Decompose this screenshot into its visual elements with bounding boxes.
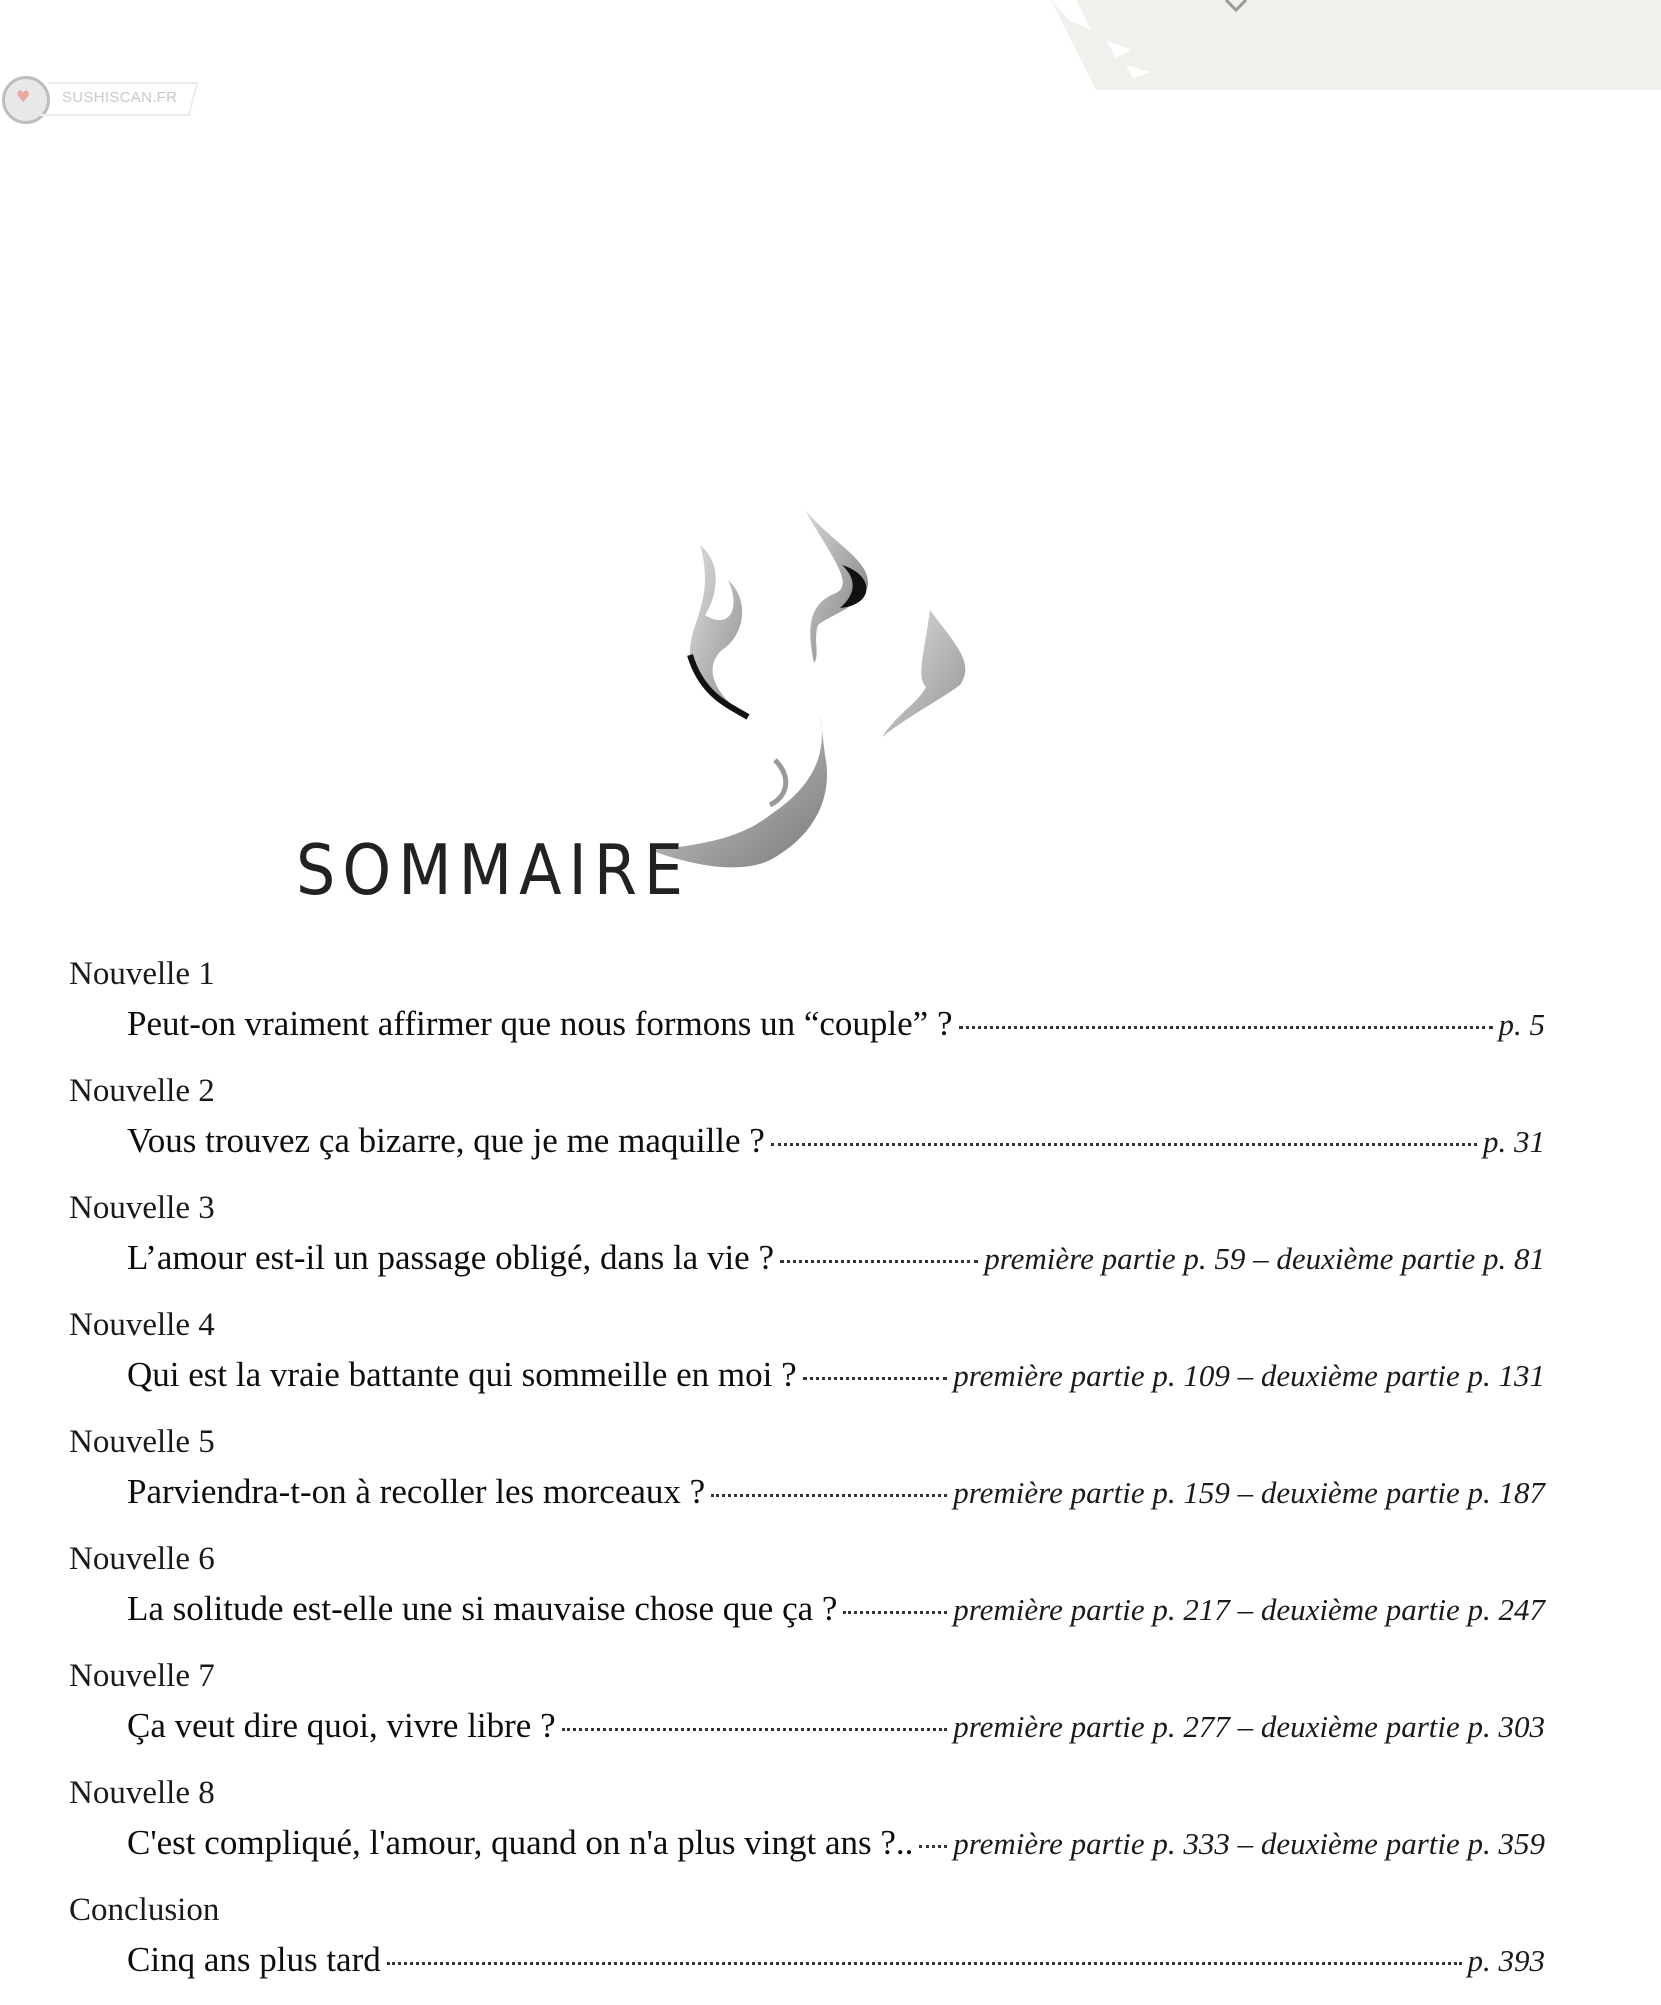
toc-entry-label: Conclusion bbox=[69, 1892, 220, 1928]
page-title: SOMMAIRE bbox=[296, 829, 691, 912]
toc-entry-label: Nouvelle 4 bbox=[69, 1307, 215, 1343]
toc-entry bbox=[0, 1537, 1661, 1654]
toc-entry-title: L’amour est-il un passage obligé, dans la vie ? bbox=[127, 1238, 775, 1277]
toc-entry bbox=[0, 1771, 1661, 1888]
toc-entry-label: Nouvelle 7 bbox=[69, 1658, 215, 1694]
toc-entry-pages: p. 5 bbox=[1498, 1007, 1545, 1042]
toc-entry-line bbox=[127, 1587, 1545, 1632]
dot-leader bbox=[771, 1143, 1477, 1146]
dot-leader bbox=[387, 1962, 1462, 1965]
toc-entry-pages: première partie p. 277 – deuxième partie p. 303 bbox=[953, 1709, 1545, 1744]
toc-entry bbox=[0, 1654, 1661, 1771]
toc-entry bbox=[0, 952, 1661, 1069]
toc-entry-title: Parviendra-t-on à recoller les morceaux ? bbox=[127, 1472, 706, 1511]
toc-entry-pages: p. 31 bbox=[1483, 1124, 1545, 1159]
toc-entry-title: Peut-on vraiment affirmer que nous formons un “couple” ? bbox=[127, 1004, 953, 1043]
toc-entry-label: Nouvelle 8 bbox=[69, 1775, 215, 1811]
toc-entry-line bbox=[127, 1704, 1545, 1749]
dot-leader bbox=[843, 1611, 947, 1614]
toc-entry-line bbox=[127, 1470, 1545, 1515]
toc-entry bbox=[0, 1186, 1661, 1303]
toc-entry-pages: première partie p. 333 – deuxième partie p. 359 bbox=[953, 1826, 1545, 1861]
toc-entry bbox=[0, 1069, 1661, 1186]
heart-icon: ♥ bbox=[16, 87, 31, 106]
dot-leader bbox=[959, 1026, 1493, 1029]
dot-leader bbox=[711, 1494, 947, 1497]
toc-entry-pages: première partie p. 109 – deuxième partie p. 131 bbox=[953, 1358, 1545, 1393]
dot-leader bbox=[562, 1728, 948, 1731]
toc-entry-title: C'est compliqué, l'amour, quand on n'a plus vingt ans ?.. bbox=[127, 1823, 914, 1862]
toc-entry-label: Nouvelle 3 bbox=[69, 1190, 215, 1226]
toc-entry-pages: première partie p. 217 – deuxième partie p. 247 bbox=[953, 1592, 1545, 1627]
watermark-text: SUSHISCAN.FR bbox=[62, 89, 178, 106]
table-of-contents bbox=[0, 952, 1661, 2005]
toc-entry-label: Nouvelle 5 bbox=[69, 1424, 215, 1460]
watermark bbox=[0, 74, 200, 128]
toc-entry-line bbox=[127, 1119, 1545, 1164]
toc-entry bbox=[0, 1303, 1661, 1420]
toc-entry-line bbox=[127, 1002, 1545, 1047]
toc-entry-line bbox=[127, 1821, 1545, 1866]
toc-entry-line bbox=[127, 1353, 1545, 1398]
toc-entry-pages: p. 393 bbox=[1467, 1943, 1545, 1978]
toc-entry bbox=[0, 1420, 1661, 1537]
toc-entry-title: La solitude est-elle une si mauvaise chose que ça ? bbox=[127, 1589, 838, 1628]
toc-entry-pages: première partie p. 159 – deuxième partie p. 187 bbox=[953, 1475, 1545, 1510]
dot-leader bbox=[780, 1260, 978, 1263]
toc-entry bbox=[0, 1888, 1661, 2005]
toc-entry-label: Nouvelle 1 bbox=[69, 956, 215, 992]
toc-entry-title: Vous trouvez ça bizarre, que je me maquille ? bbox=[127, 1121, 765, 1160]
dot-leader bbox=[919, 1845, 947, 1848]
flame-illustration bbox=[630, 505, 990, 885]
toc-entry-pages: première partie p. 59 – deuxième partie p. 81 bbox=[984, 1241, 1545, 1276]
toc-entry-title: Cinq ans plus tard bbox=[127, 1940, 381, 1979]
dot-leader bbox=[803, 1377, 948, 1380]
toc-entry-title: Ça veut dire quoi, vivre libre ? bbox=[127, 1706, 556, 1745]
toc-entry-label: Nouvelle 2 bbox=[69, 1073, 215, 1109]
toc-entry-title: Qui est la vraie battante qui sommeille en moi ? bbox=[127, 1355, 797, 1394]
toc-entry-line bbox=[127, 1236, 1545, 1281]
toc-entry-label: Nouvelle 6 bbox=[69, 1541, 215, 1577]
corner-illustration bbox=[1021, 0, 1661, 90]
toc-entry-line bbox=[127, 1938, 1545, 1983]
